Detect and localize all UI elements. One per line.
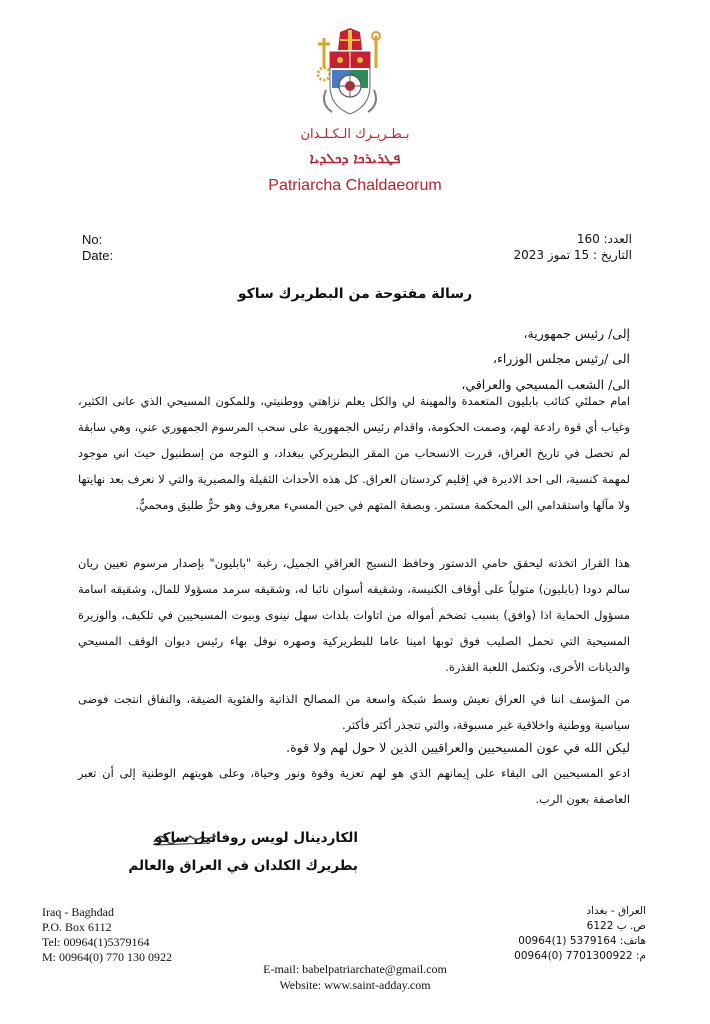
letterhead-arabic-name: بـطـريـرك الـكـلـدان — [300, 127, 410, 142]
addressee-prime-minister: الى /رئيس مجلس الوزراء، — [492, 351, 630, 366]
footer-po-box: P.O. Box 6112 — [42, 920, 112, 934]
letterhead-syriac-name: ܦܛܪܝܪܟܐ ܕܟܠܕܝܐ — [309, 151, 401, 167]
letter-title: رسالة مفتوحة من البطريرك ساكو — [237, 286, 473, 302]
footer-telephone-ar: هاتف: 5379164 (1)00964 — [518, 935, 646, 947]
letter-date: التاريخ : 15 تموز 2023 — [513, 248, 632, 262]
addressee-people: الى/ الشعب المسيحي والعراقي، — [461, 377, 630, 392]
date-label: Date: — [82, 248, 114, 263]
footer-website: Website: www.saint-adday.com — [279, 978, 431, 992]
footer-telephone: Tel: 00964(1)5379164 — [42, 935, 150, 949]
body-paragraph-2: هذا القرار اتخذته ليحقق حامي الدستور وحافظ النسيج العراقي الجميل، رغبة "بابليون" بإصدار مرسوم تعيين ريان سالم دودا (بابليون) متولياً على أوقاف الكنيسة، وشقيقه أسوان نائبا له، وشقيقه سرمد مسؤولا للمال، وشقيقه اسامة مسؤول الحماية اذا (وافق) بسبب تضخم أمواله من اتاوات بلدات سهل نينوى وبيوت المسيحيين في تلكيف، والوزيرة المسيحية التي تحمل الصليب فوق ثوبها امينا عاما للبطريركية وصهره نوفل بهاء رئيس ديوان الوقف المسيحي والديانات الأخرى، وتكتمل اللعبة القذرة. — [78, 556, 630, 674]
signatory-name: الكاردينال لويس روفائيل ساكو — [154, 830, 358, 846]
footer-address-city: Iraq - Baghdad — [42, 905, 114, 919]
reference-number: العدد: 160 — [576, 232, 632, 246]
body-paragraph-4: ليكن الله في عون المسيحيين والعراقيين الذين لا حول لهم ولا قوة. — [286, 740, 630, 755]
footer-mobile-ar: م: 7701300922 (0)00964 — [514, 950, 646, 962]
footer-mobile: M: 00964(0) 770 130 0922 — [42, 950, 172, 964]
patriarchal-crest-logo — [310, 28, 390, 122]
addressee-president: إلى/ رئيس جمهورية، — [523, 326, 630, 341]
body-paragraph-3: من المؤسف اننا في العراق نعيش وسط شبكة واسعة من المصالح الذاتية والفئوية الضيقة، والنفاق انتجت فوضى سياسية ووطنية واخلاقية غير مسبوقة، والتي تتجذر أكثر فأكثر. — [78, 692, 630, 732]
body-paragraph-5: ادعو المسيحيين الى البقاء على إيمانهم الذي هو لهم تعزية وقوة ونور وحياة، وعلى هويتهم الوطنية إلى أن تعبر العاصفة بعون الرب. — [78, 766, 630, 806]
body-paragraph-1: امام حملتَي كتائب بابليون المتعمدة والمهينة لي والكل يعلم نزاهتي ووطنيتي، وللمكون المسيحي الذي عانى الكثير، وغياب أي قوة رادعة لهم، وصمت الحكومة، واقدام رئيس الجمهورية على سحب المرسوم الجمهوري عني، وهي سابقة لم تحصل في تاريخ العراق، قررت الانسحاب من المقر البطريركي ببغداد، و التوجه من إسطنبول حيث اني موجود لمهمة كنسية، الى احد الاديرة في إقليم كردستان العراق. كل هذه الأحداث الثقيلة والمصيرية والتي لا نعرف بعد نهايتها ولا مآلها واستقدامي الى المحكمة مستمر. وبصفة المتهم في حين المسيء معروف وهو حرٌّ طليق ومحميٌّ. — [78, 394, 630, 512]
footer-address-city-ar: العراق - بغداد — [586, 905, 646, 917]
letterhead-latin-name: Patriarcha Chaldaeorum — [268, 177, 442, 194]
footer-email: E-mail: babelpatriarchate@gmail.com — [263, 962, 447, 976]
signatory-title: بطريرك الكلدان في العراق والعالم — [128, 858, 358, 874]
number-label: No: — [82, 232, 103, 247]
footer-po-box-ar: ص. ب 6122 — [586, 920, 646, 932]
